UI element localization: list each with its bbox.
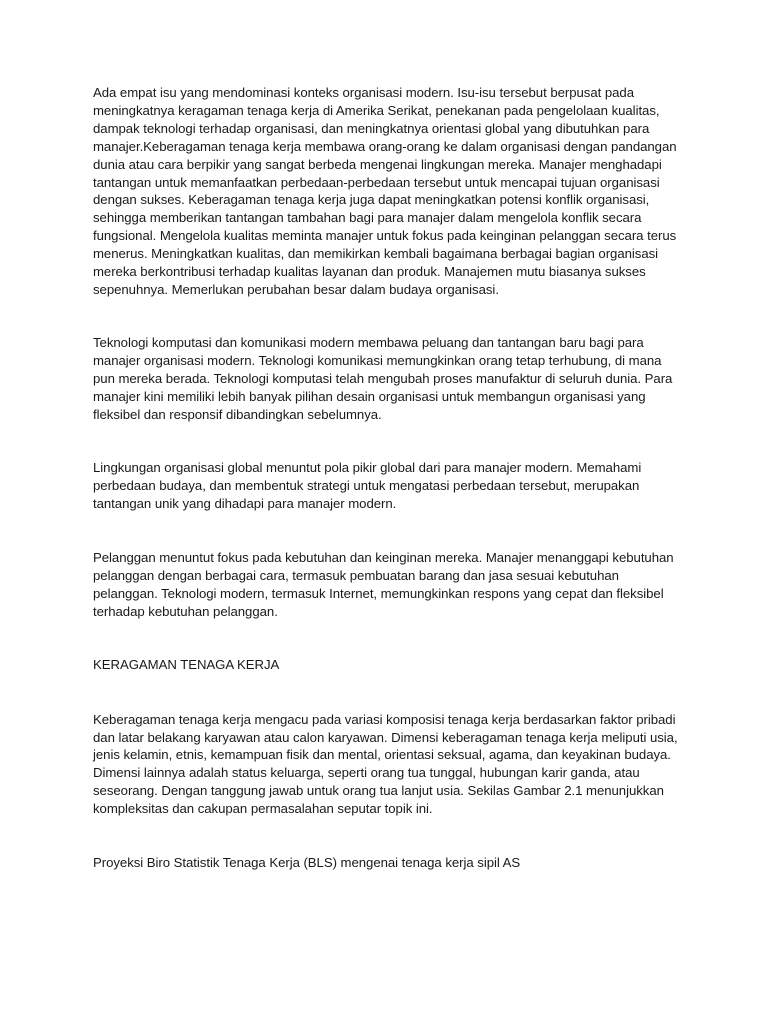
paragraph-global-environment: Lingkungan organisasi global menuntut pola pikir global dari para manajer modern. Memahami perbedaan budaya, dan membentuk strategi untuk mengatasi perbedaan tersebut, merupakan tantangan unik yang dihadapi para manajer modern. xyxy=(93,460,642,512)
paragraph-customers: Pelanggan menuntut fokus pada kebutuhan dan keinginan mereka. Manajer menanggapi kebutuhan pelanggan dengan berbagai cara, termasuk pembuatan barang dan jasa sesuai kebutuhan pelanggan. Teknologi modern, termasuk Internet, memungkinkan respons yang cepat dan fleksibel terhadap kebutuhan pelanggan. xyxy=(93,550,674,619)
document-page xyxy=(93,84,683,872)
paragraph-technology: Teknologi komputasi dan komunikasi modern membawa peluang dan tantangan baru bagi para manajer organisasi modern. Teknologi komunikasi memungkinkan orang tetap terhubung, di mana pun mereka berada. Teknologi komputasi telah mengubah proses manufaktur di seluruh dunia. Para manajer kini memiliki lebih banyak pilihan desain organisasi untuk membangun organisasi yang fleksibel dan responsif dibandingkan sebelumnya. xyxy=(93,334,673,422)
figure-caption: Proyeksi Biro Statistik Tenaga Kerja (BLS) mengenai tenaga kerja sipil AS xyxy=(93,855,521,871)
paragraph-workforce-diversity: Keberagaman tenaga kerja mengacu pada variasi komposisi tenaga kerja berdasarkan faktor pribadi dan latar belakang karyawan atau calon karyawan. Dimensi keberagaman tenaga kerja meliputi usia, jenis kelamin, etnis, kemampuan fisik dan mental, orientasi seksual, agama, dan keyakinan budaya. Dimensi lainnya adalah status keluarga, seperti orang tua tunggal, hubungan karir ganda, atau seseorang. Dengan tanggung jawab untuk orang tua lanjut usia. Sekilas Gambar 2.1 menunjukkan kompleksitas dan cakupan permasalahan seputar topik ini. xyxy=(93,711,678,817)
section-heading: KERAGAMAN TENAGA KERJA xyxy=(93,656,280,672)
paragraph-organizational-issues: Ada empat isu yang mendominasi konteks organisasi modern. Isu-isu tersebut berpusat pada meningkatnya keragaman tenaga kerja di Amerika Serikat, penekanan pada pengelolaan kualitas, dampak teknologi terhadap organisasi, dan meningkatnya orientasi global yang dibutuhkan para manajer.Keberagaman tenaga kerja membawa orang-orang ke dalam organisasi dengan pandangan dunia atau cara berpikir yang sangat berbeda mengenai lingkungan mereka. Manajer menghadapi tantangan untuk memanfaatkan perbedaan-perbedaan tersebut untuk mencapai tujuan organisasi dengan sukses. Keberagaman tenaga kerja juga dapat meningkatkan potensi konflik organisasi, sehingga memberikan tantangan tambahan bagi para manajer dalam mengelola konflik secara fungsional. Mengelola kualitas meminta manajer untuk fokus pada keinginan pelanggan secara terus menerus. Meningkatkan kualitas, dan memikirkan kembali bagaimana berbagai bagian organisasi mereka berkontribusi terhadap kualitas layanan dan produk. Manajemen mutu biasanya sukses sepenuhnya. Memerlukan perubahan besar dalam budaya organisasi. xyxy=(93,85,677,297)
